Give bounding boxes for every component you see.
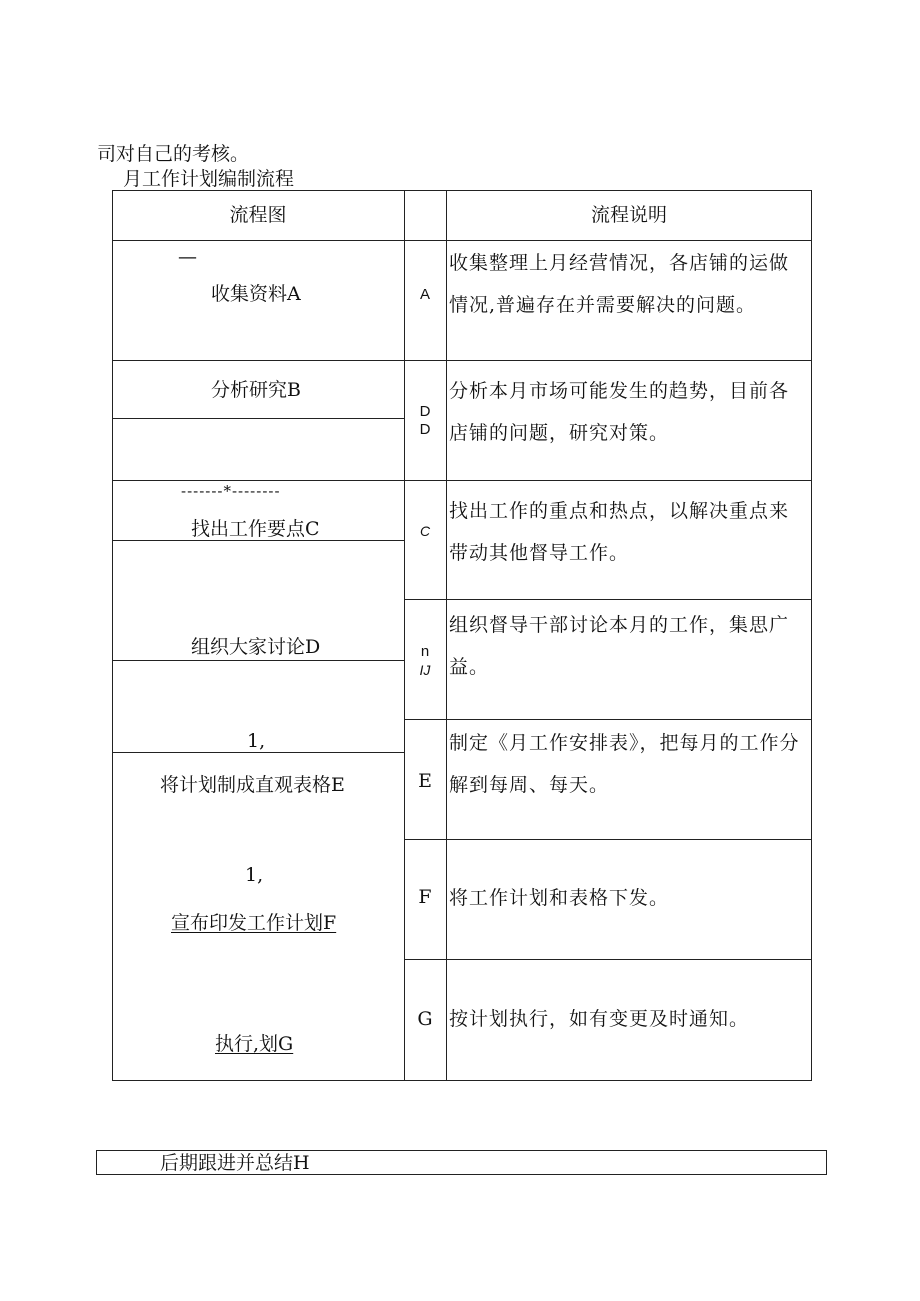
row-line-b	[112, 480, 812, 481]
table-border-left	[112, 190, 113, 1081]
table-border-bottom	[112, 1080, 812, 1081]
header-description: 流程说明	[590, 204, 667, 226]
flow-step-d: 组织大家讨论D	[191, 636, 321, 658]
flow-step-e: 将计划制成直观表格E	[160, 774, 345, 796]
letter-c: C	[419, 523, 431, 539]
row-line-d	[404, 719, 812, 720]
flow-line-d	[112, 660, 404, 661]
table-border-top	[112, 190, 812, 191]
section-title: 月工作计划编制流程	[123, 168, 295, 190]
description-f: 将工作计划和表格下发。	[449, 887, 670, 909]
flow-step-g: 执行,划G	[215, 1033, 294, 1055]
letter-f: F	[418, 886, 432, 908]
description-d: 组织督导干部讨论本月的工作，集思广益。	[449, 614, 790, 678]
letter-d-1: n	[420, 643, 430, 660]
flow-step-f: 宣布印发工作计划F	[171, 912, 337, 934]
letter-a: A	[419, 286, 430, 303]
table-border-right	[811, 190, 812, 1081]
letter-e: E	[418, 770, 432, 792]
letter-b-2: D	[419, 421, 431, 438]
flow-line-b	[112, 418, 404, 419]
column-divider-2	[446, 190, 447, 1081]
letter-g: G	[417, 1008, 433, 1030]
flow-arrow-1: 1,	[247, 730, 266, 752]
column-divider-1	[404, 190, 405, 1081]
row-line-header	[112, 240, 812, 241]
summary-text: 后期跟进并总结H	[160, 1152, 310, 1174]
summary-box	[96, 1150, 827, 1175]
flow-arrow-2: 1,	[245, 864, 264, 886]
description-b: 分析本月市场可能发生的趋势，目前各店铺的问题，研究对策。	[449, 380, 790, 444]
letter-b-1: D	[419, 403, 431, 420]
flow-step-a: 收集资料A	[211, 283, 301, 305]
header-flow-chart: 流程图	[229, 204, 287, 226]
flow-step-b: 分析研究B	[211, 379, 301, 401]
row-line-e	[404, 839, 812, 840]
description-e: 制定《月工作安排表》，把每月的工作分解到每周、每天。	[449, 732, 800, 796]
description-a: 收集整理上月经营情况，各店铺的运做情况,普遍存在并需要解决的问题。	[449, 252, 790, 316]
description-g: 按计划执行，如有变更及时通知。	[449, 1008, 750, 1030]
flow-dash-a: —	[178, 246, 197, 268]
row-line-a	[112, 360, 812, 361]
row-line-f	[404, 959, 812, 960]
letter-d-2: IJ	[419, 662, 431, 678]
flow-line-e	[112, 752, 404, 753]
flow-dash-c: -------*--------	[181, 482, 281, 500]
row-line-c	[404, 599, 812, 600]
intro-text: 司对自己的考核。	[97, 143, 250, 165]
flow-line-c	[112, 540, 404, 541]
flow-step-c: 找出工作要点C	[191, 518, 320, 540]
description-c: 找出工作的重点和热点，以解决重点来带动其他督导工作。	[449, 500, 790, 564]
